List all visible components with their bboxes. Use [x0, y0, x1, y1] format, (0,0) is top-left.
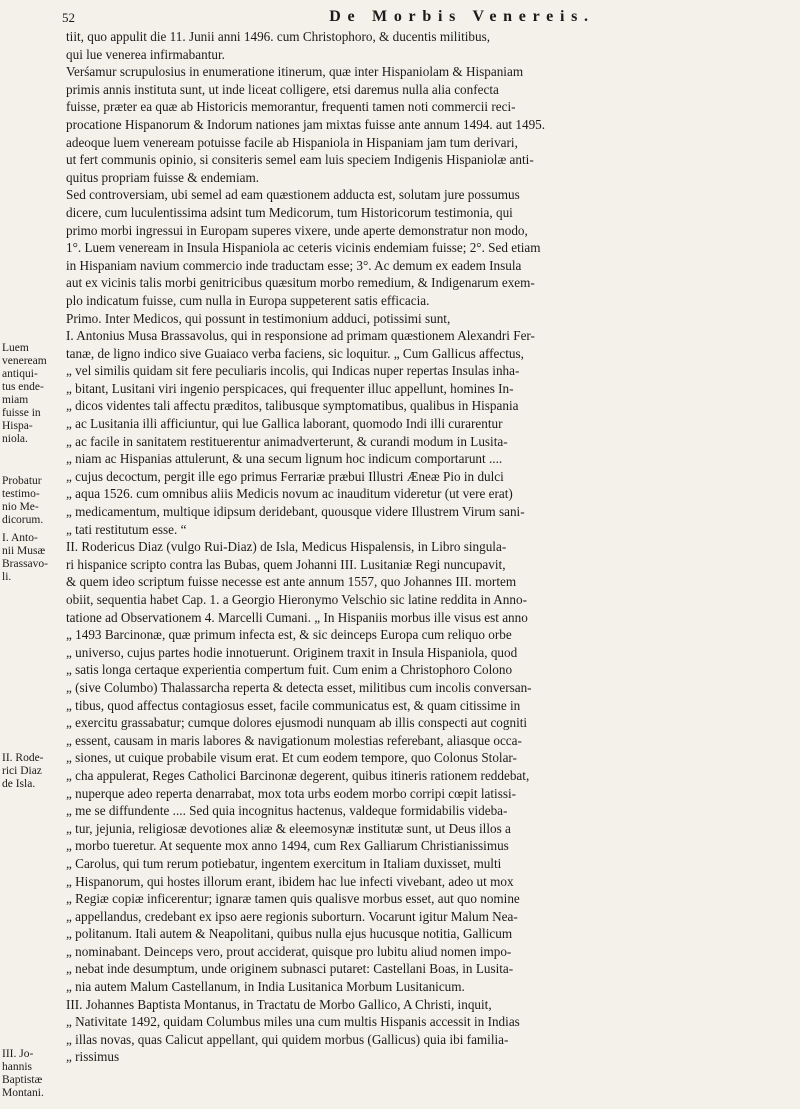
- text-line: „ dicos videntes tali affectu præditos, talibusque symptomatibus, qualibus in Hispania: [66, 398, 519, 414]
- text-line: „ exercitu grassabatur; cumque dolores ejusmodi nunquam ab illis conspecti aut cogniti: [66, 715, 528, 731]
- text-line: „ nia autem Malum Castellanum, in India Lusitanica Morbum Lusitanicum.: [66, 979, 465, 995]
- margin-note-line: nio Me-: [2, 501, 39, 513]
- text-line: „ vel similis quidam sit fere peculiaris incolis, qui Indicas nuper repertas Insulas inha-: [66, 363, 520, 379]
- text-line: tanæ, de ligno indico sive Guaiaco verba faciens, sic loquitur. „ Cum Gallicus affectus,: [66, 345, 524, 361]
- margin-note-line: tus ende-: [2, 381, 44, 393]
- text-line: III. Johannes Baptista Montanus, in Tractatu de Morbo Gallico, A Christi, inquit,: [66, 996, 492, 1012]
- text-line: 1°. Luem veneream in Insula Hispaniola ac ceteris vicinis endemiam fuisse; 2°. Sed etiam: [66, 240, 541, 256]
- margin-note-line: de Isla.: [2, 778, 36, 790]
- body-text: [66, 28, 788, 1066]
- margin-note-line: li.: [2, 571, 12, 583]
- text-line: „ tati restitutum esse. “: [66, 521, 187, 537]
- text-line: „ (sive Columbo) Thalassarcha reperta & detecta esset, militibus cum incolis conversan-: [66, 679, 532, 695]
- text-line: dicere, cum luculentissima adsint tum Medicorum, tum Historicorum testimonia, qui: [66, 204, 513, 220]
- margin-note-line: miam: [2, 394, 29, 406]
- text-line: „ nominabant. Deinceps vero, prout acciderat, quisque pro lubitu aliud nomen impo-: [66, 943, 512, 959]
- margin-note-line: hannis: [2, 1061, 33, 1073]
- text-line: ri hispanice scripto contra las Bubas, quem Johanni III. Lusitaniæ Regi nuncupavit,: [66, 556, 506, 572]
- margin-note-jo: [2, 1048, 66, 1100]
- text-line: primis annis instituta sunt, ut inde liceat colligere, etsi daremus nulla alia confecta: [66, 81, 499, 97]
- margin-note-line: niola.: [2, 433, 28, 445]
- margin-note-line: nii Musæ: [2, 545, 46, 557]
- text-line: tiit, quo appulit die 11. Junii anni 1496. cum Christophoro, & ducentis militibus,: [66, 29, 491, 44]
- text-line: Sed controversiam, ubi semel ad eam quæstionem adducta est, solutam jure possumus: [66, 187, 520, 203]
- text-line: „ medicamentum, multique idipsum deridebant, quousque videre Illustrem Virum sani-: [66, 504, 525, 520]
- margin-note-probatur: [2, 475, 66, 527]
- text-line: fuisse, præter ea quæ ab Historicis memorantur, frequenti tamen noti commercii reci-: [66, 99, 516, 115]
- margin-note-line: dicorum.: [2, 514, 44, 526]
- margin-note-line: fuisse in: [2, 407, 41, 419]
- text-line: „ aqua 1526. cum omnibus aliis Medicis novum ac inauditum videretur (ut vere erat): [66, 486, 513, 502]
- text-line: aut ex vicinis talis morbi genitricibus quæsitum morbo remedium, & Indigenarum exem-: [66, 275, 535, 291]
- text-line: primo morbi ingressui in Europam superes vixere, unde aperte demonstratur non modo,: [66, 222, 528, 238]
- margin-note-line: testimo-: [2, 488, 40, 500]
- text-line: & quem ideo scriptum fuisse necesse est ante annum 1557, quo Johannes III. mortem: [66, 574, 517, 590]
- text-line: „ morbo tueretur. At sequente mox anno 1494, cum Rex Galliarum Christianissimus: [66, 838, 509, 854]
- text-line: „ essent, causam in maris labores & navigationum molestias referebant, aliasque occa-: [66, 732, 522, 748]
- text-line: „ appellandus, credebant ex ipso aere regionis suborturn. Vocarunt igitur Malum Nea-: [66, 908, 518, 924]
- text-line: „ cha appulerat, Reges Catholici Barcinonæ degerent, quibus itineris rationem reddebat,: [66, 767, 530, 783]
- margin-note-line: Probatur: [2, 475, 42, 487]
- text-line: „ universo, cujus partes hodie innotuerunt. Originem traxit in Insula Hispaniola, quod: [66, 644, 518, 660]
- text-line: „ Regiæ copiæ inficerentur; ignaræ tamen quis qualisve morbus esset, aut quo nomine: [66, 891, 520, 907]
- text-line: „ Hispanorum, qui hostes illorum erant, ibidem hac lue infecti vivebant, adeo ut mox: [66, 873, 514, 889]
- text-line: I. Antonius Musa Brassavolus, qui in responsione ad primam quæstionem Alexandri Fer-: [66, 328, 535, 344]
- text-line: in Hispaniam navium commercio inde traductam esse; 3°. Ac demum ex eadem Insula: [66, 257, 522, 273]
- margin-note-line: antiqui-: [2, 368, 38, 380]
- page-number: 52: [62, 10, 75, 25]
- text-line: „ illas novas, quas Calicut appellant, qui quidem morbus (Gallicus) quia ibi familia-: [66, 1031, 509, 1047]
- text-line: „ Carolus, qui tum rerum potiebatur, ingentem exercitum in Italiam duxisset, multi: [66, 855, 502, 871]
- text-line: „ bitant, Lusitani viri ingenio perspicaces, qui frequenter illuc appellunt, homines In-: [66, 380, 514, 396]
- margin-note-luem: [2, 342, 66, 446]
- text-line: „ satis longa certaque experientia compertum fuit. Cum enim a Christophoro Colono: [66, 662, 513, 678]
- margin-note-anto: [2, 532, 66, 584]
- text-line: II. Rodericus Diaz (vulgo Rui-Diaz) de Isla, Medicus Hispalensis, in Libro singula-: [66, 539, 507, 555]
- text-line: „ me se diffundente .... Sed quia incognitus hactenus, valdeque formidabilis videba-: [66, 803, 508, 819]
- text-line: quitus propriam fuisse & endemiam.: [66, 169, 260, 185]
- text-line: „ siones, ut cuique probabile visum erat. Et cum eodem tempore, quo Colonus Stolar-: [66, 750, 517, 766]
- margin-note-line: Montani.: [2, 1087, 44, 1099]
- text-line: obiit, sequentia habet Cap. 1. a Georgio Hieronymo Velschio sic latine reddita in Anno-: [66, 592, 527, 607]
- margin-note-line: I. Anto-: [2, 532, 38, 544]
- margin-note-line: Luem: [2, 342, 29, 354]
- text-line: „ politanum. Itali autem & Neapolitani, quibus nulla ejus hucusque notitia, Gallicum: [66, 926, 513, 942]
- text-line: tatione ad Observationem 4. Marcelli Cumani. „ In Hispaniis morbus ille visus est anno: [66, 609, 528, 625]
- text-line: „ nebat inde desumptum, unde originem subnasci putaret: Castellani Boas, in Lusita-: [66, 961, 514, 977]
- text-line: „ ac Lusitania illi afficiuntur, qui lue Gallica laborant, quomodo Indi illi curarentur: [66, 416, 503, 432]
- running-title: De Morbis Venereis.: [329, 8, 595, 25]
- margin-note-line: rici Diaz: [2, 765, 42, 777]
- margin-note-rode: [2, 752, 66, 791]
- text-line: adeoque luem veneream potuisse facile ab Hispaniola in Hispaniam jam tum derivari,: [66, 134, 518, 150]
- margin-note-line: Baptistæ: [2, 1074, 43, 1086]
- margin-note-line: veneream: [2, 355, 47, 367]
- text-line: „ cujus decoctum, pergit ille ego primus Ferrariæ præbui Illustri Æneæ Pio in dulci: [66, 468, 504, 484]
- text-line: „ 1493 Barcinonæ, quæ primum infecta est, & sic deinceps Europa cum reliquo orbe: [66, 627, 512, 643]
- text-line: „ Nativitate 1492, quidam Columbus miles una cum multis Hispanis accessit in Indias: [66, 1014, 520, 1030]
- margin-note-line: Hispa-: [2, 420, 33, 432]
- text-line: qui lue venerea infirmabantur.: [66, 46, 225, 62]
- text-line: „ rissimus: [66, 1049, 120, 1065]
- text-line: plo indicatum fuisse, cum nulla in Europa suppeterent satis efficacia.: [66, 292, 430, 308]
- text-line: „ nuperque adeo reperta denarrabat, mox tota urbs eodem morbo corripi cœpit latissi-: [66, 785, 517, 801]
- margin-note-line: II. Rode-: [2, 752, 44, 764]
- text-line: Primo. Inter Medicos, qui possunt in testimonium adduci, potissimi sunt,: [66, 310, 451, 326]
- text-line: ut fert communis opinio, si consiteris semel eam luis speciem Indigenis Hispaniolæ anti-: [66, 152, 534, 168]
- text-line: „ ac facile in sanitatem restituerentur animadverterunt, & curandi modum in Lusita-: [66, 433, 508, 449]
- margin-note-line: Brassavo-: [2, 558, 48, 570]
- text-line: procatione Hispanorum & Indorum nationes jam mixtas fuisse ante annum 1494. aut 1495.: [66, 116, 546, 132]
- text-line: „ niam ac Hispanias attulerunt, & una secum lignum hoc indicum comportarunt ....: [66, 451, 503, 467]
- margin-note-line: III. Jo-: [2, 1048, 34, 1060]
- text-line: „ tur, jejunia, religiosæ devotiones aliæ & eleemosynæ institutæ sunt, ut Deus illos a: [66, 820, 511, 836]
- text-line: Verśamur scrupulosius in enumeratione itinerum, quæ inter Hispaniolam & Hispaniam: [66, 64, 524, 80]
- text-line: „ tibus, quod affectus contagiosus esset, facile communicatus est, & quam citissime in: [66, 697, 521, 713]
